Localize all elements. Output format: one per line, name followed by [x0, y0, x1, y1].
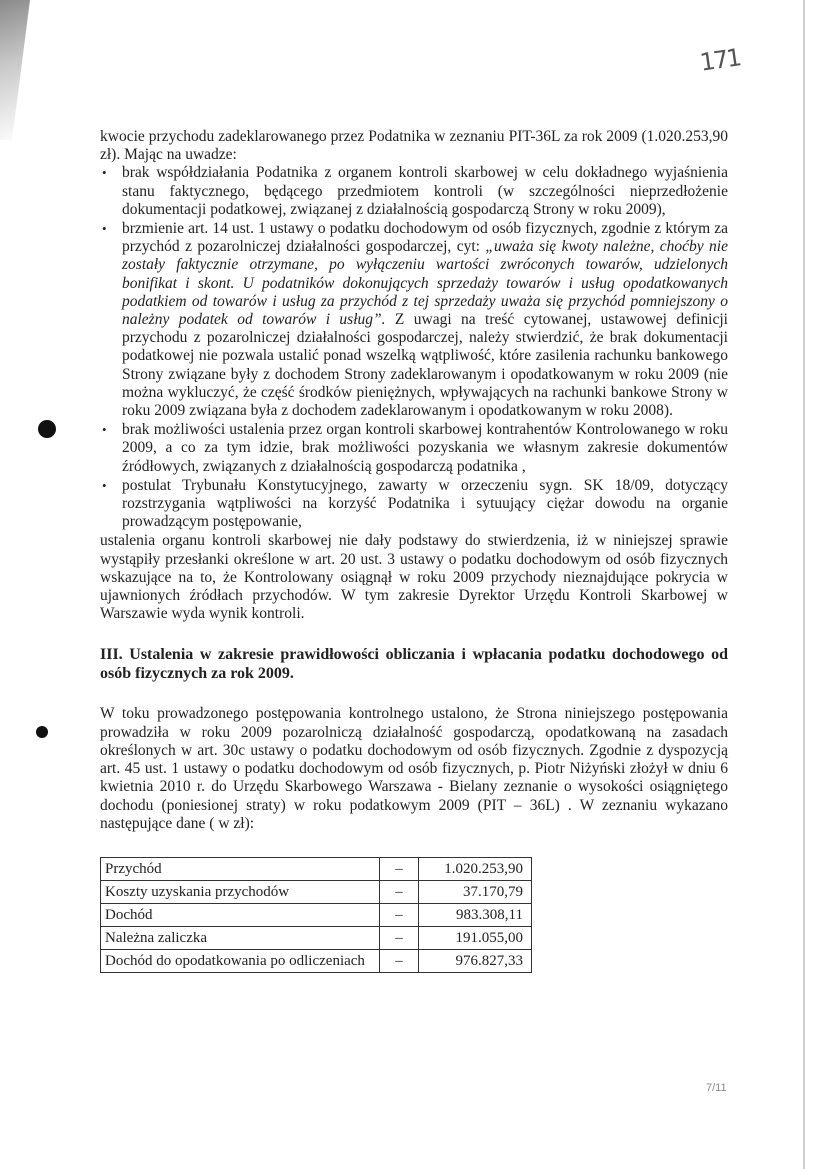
row-value: 37.170,79: [419, 880, 532, 903]
conclusion-paragraph: ustalenia organu kontroli skarbowej nie dały podstawy do stwierdzenia, iż w niniejszej sprawie wystąpiły przesłanki określone w art. 20 ust. 3 ustawy o podatku dochodowym od osób fizycznych wskazujące na to, że Kontrolowany osiągnął w roku 2009 przychody nieznajdujące pokrycia w ujawnionych źródłach przychodów. W tym zakresie Dyrektor Urzędu Kontroli Skarbowej w Warszawie wyda wynik kontroli.: [100, 532, 728, 623]
row-value: 1.020.253,90: [419, 857, 532, 880]
bullet-icon: •: [102, 165, 107, 181]
row-dash: –: [380, 880, 419, 903]
page-number: 7/11: [706, 1082, 727, 1094]
tax-return-table: [100, 857, 532, 973]
row-label: Dochód: [101, 903, 380, 926]
list-item: • brzmienie art. 14 ust. 1 ustawy o podatku dochodowym od osób fizycznych, zgodnie z którym za przychód z pozarolniczej działalności gospodarczej, cyt: „uważa się kwoty należne, choćby nie zostały faktycznie otrzymane, po wyłączeniu wartości zwróconych towarów, udzielonych bonifikat i skont. U podatników dokonujących sprzedaży towarów i usług opodatkowanych podatkiem od towarów i usług za przychód z tej sprzedaży uważa się przychód pomniejszony o należny podatek od towarów i usług”. Z uwagi na treść cytowanej, ustawowej definicji przychodu z pozarolniczej działalności gospodarczej, należy stwierdzić, że brak dokumentacji podatkowej nie pozwala ustalić ponad wszelką wątpliwość, które zasilenia rachunku bankowego Strony związane były z dochodem Strony zadeklarowanym i opodatkowanym w roku 2009 (nie można wykluczyć, że część środków pieniężnych, wpływających na rachunki bankowe Strony w roku 2009 związana była z dochodem zadeklarowanym i opodatkowanym w roku 2008).: [102, 220, 728, 420]
punch-hole-bottom: [36, 726, 48, 738]
scan-shadow-left: [0, 0, 30, 140]
scan-edge-right: [803, 0, 805, 1169]
bullet-icon: •: [102, 221, 107, 237]
table-row: [101, 903, 532, 926]
row-value: 191.055,00: [419, 926, 532, 949]
handwritten-page-mark: 171: [698, 43, 742, 77]
bullet-icon: •: [102, 477, 107, 493]
section-heading: III. Ustalenia w zakresie prawidłowości obliczania i wpłacania podatku dochodowego od osób fizycznych za rok 2009.: [100, 646, 728, 683]
list-item: • postulat Trybunału Konstytucyjnego, zawarty w orzeczeniu sygn. SK 18/09, dotyczący rozstrzygania wątpliwości na korzyść Podatnika i sytuujący ciężar dowodu na organie prowadzącym postępowanie,: [102, 476, 728, 531]
punch-hole-top: [38, 420, 56, 438]
row-value: 983.308,11: [419, 903, 532, 926]
row-value: 976.827,33: [419, 949, 532, 972]
table-row: [101, 880, 532, 903]
intro-paragraph: kwocie przychodu zadeklarowanego przez Podatnika w zeznaniu PIT-36L za rok 2009 (1.020.253,90 zł). Mając na uwadze:: [100, 128, 728, 164]
list-item: • brak możliwości ustalenia przez organ kontroli skarbowej kontrahentów Kontrolowanego w roku 2009, a co za tym idzie, brak możliwości pozyskania we własnym zakresie dokumentów źródłowych, związanych z działalnością gospodarczą podatnika ,: [102, 421, 728, 475]
bullet-icon: •: [102, 422, 107, 438]
row-label: Przychód: [101, 857, 380, 880]
row-dash: –: [380, 903, 419, 926]
table-row: [101, 949, 532, 972]
row-label: Należna zaliczka: [101, 926, 380, 949]
row-dash: –: [380, 949, 419, 972]
quotation: „uważa się kwoty należne, choćby nie zostały faktycznie otrzymane, po wyłączeniu wartości zwróconych towarów, udzielonych bonifikat i skont. U podatników dokonujących sprzedaży towarów i usług opodatkowanych podatkiem od towarów i usług za przychód z tej sprzedaży uważa się przychód pomniejszony o należny podatek od towarów i usług”.: [122, 238, 728, 329]
document-body: [100, 128, 728, 973]
section-paragraph: W toku prowadzonego postępowania kontrolnego ustalono, że Strona niniejszego postępowania prowadziła w roku 2009 pozarolniczą działalność gospodarczą, opodatkowaną na zasadach określonych w art. 30c ustawy o podatku dochodowym od osób fizycznych. Zgodnie z dyspozycją art. 45 ust. 1 ustawy o podatku dochodowym od osób fizycznych, p. Piotr Niżyński złożył w dniu 6 kwietnia 2010 r. do Urzędu Skarbowego Warszawa - Bielany zeznanie o wysokości osiągniętego dochodu (poniesionej straty) w roku podatkowym 2009 (PIT – 36L) . W zeznaniu wykazano następujące dane ( w zł):: [100, 705, 728, 832]
row-label: Dochód do opodatkowania po odliczeniach: [101, 949, 380, 972]
table-row: [101, 926, 532, 949]
row-label: Koszty uzyskania przychodów: [101, 880, 380, 903]
considerations-list: [100, 164, 728, 531]
row-dash: –: [380, 857, 419, 880]
table-row: [101, 857, 532, 880]
row-dash: –: [380, 926, 419, 949]
list-item: • brak współdziałania Podatnika z organem kontroli skarbowej w celu dokładnego wyjaśnienia stanu faktycznego, będącego przedmiotem kontroli (w szczególności nieprzedłożenie dokumentacji podatkowej, związanej z działalnością gospodarczą Strony w roku 2009),: [102, 164, 728, 218]
